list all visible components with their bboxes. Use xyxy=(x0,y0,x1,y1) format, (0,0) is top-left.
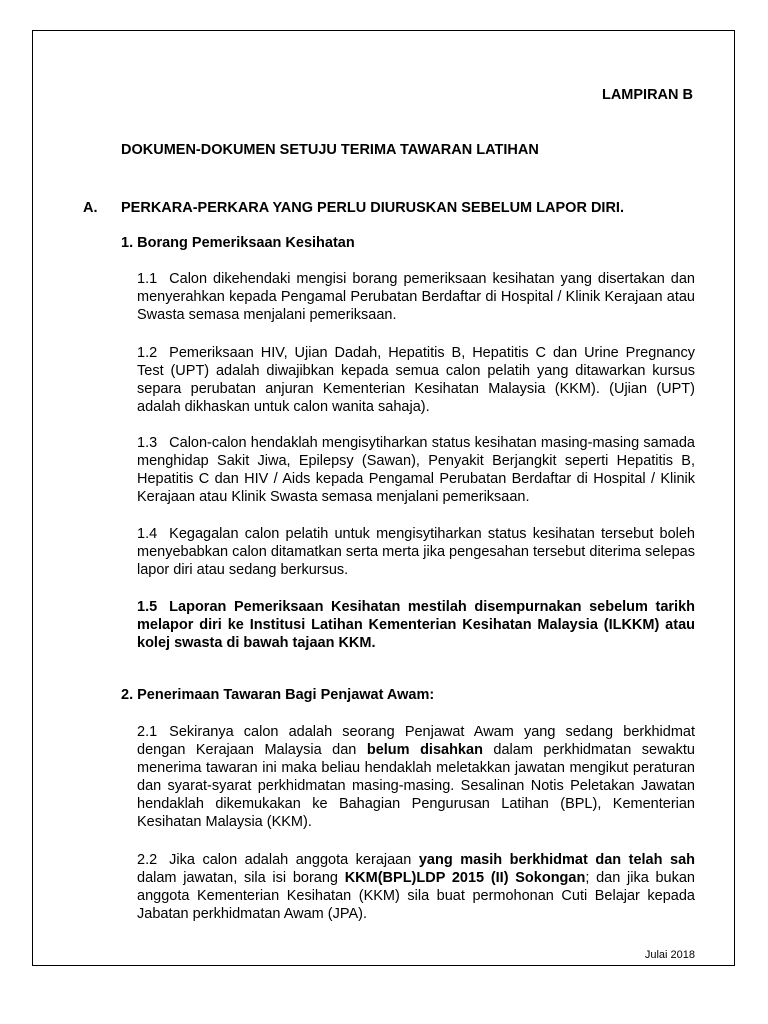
paragraph-text: Jika calon adalah anggota kerajaan xyxy=(169,852,419,868)
paragraph-number: 1.1 xyxy=(137,271,158,287)
paragraph-text: Sekiranya calon adalah seorang Penjawat Awam yang sedang berkhidmat dengan Kerajaan Malaysia dan xyxy=(137,724,695,758)
paragraph-number: 2.2 xyxy=(137,852,158,868)
paragraph-text: ; dan jika bukan anggota Kementerian Kesihatan (KKM) sila buat permohonan Cuti Belajar kepada Jabatan perkhidmatan Awam (JPA). xyxy=(137,870,695,922)
document-page xyxy=(32,30,735,966)
section-a-title: PERKARA-PERKARA YANG PERLU DIURUSKAN SEBELUM LAPOR DIRI. xyxy=(121,200,624,216)
paragraph-text: dalam perkhidmatan sewaktu menerima tawaran ini maka beliau hendaklah meletakkan jawatan mengikut peraturan dan syarat-syarat perkhidmatan masing-masing. Sesalinan Notis Peletakan Jawatan hendaklah dikemukakan ke Bahagian Pengurusan Latihan (BPL), Kementerian Kesihatan Malaysia (KKM). xyxy=(137,742,695,830)
paragraph-number: 2.1 xyxy=(137,724,158,740)
paragraph-2-2 xyxy=(137,851,695,923)
paragraph-number: 1.5 xyxy=(137,599,158,615)
paragraph-text: Pemeriksaan HIV, Ujian Dadah, Hepatitis B, Hepatitis C dan Urine Pregnancy Test (UPT) adalah diwajibkan kepada semua calon pelatih yang ditawarkan kursus separa perubatan anjuran Kementerian Kesihatan Malaysia (KKM). (Ujian (UPT) adalah dikhaskan untuk calon wanita sahaja). xyxy=(137,345,695,415)
emphasis-text: belum disahkan xyxy=(366,742,483,758)
document-title: DOKUMEN-DOKUMEN SETUJU TERIMA TAWARAN LATIHAN xyxy=(121,142,539,158)
paragraph-1-2 xyxy=(137,344,695,416)
paragraph-text: dalam jawatan, sila isi borang xyxy=(137,870,345,886)
emphasis-text: yang masih berkhidmat dan telah sah xyxy=(418,852,695,868)
paragraph-number: 1.2 xyxy=(137,345,158,361)
paragraph-2-1 xyxy=(137,723,695,831)
paragraph-number: 1.4 xyxy=(137,526,158,542)
item2-heading: 2. Penerimaan Tawaran Bagi Penjawat Awam: xyxy=(121,687,435,703)
paragraph-text: Calon dikehendaki mengisi borang pemeriksaan kesihatan yang disertakan dan menyerahkan kepada Pengamal Perubatan Berdaftar di Hospital / Klinik Kerajaan atau Swasta semasa menjalani pemeriksaan. xyxy=(137,271,695,323)
footer-date: Julai 2018 xyxy=(644,949,695,961)
item1-heading: 1. Borang Pemeriksaan Kesihatan xyxy=(121,235,355,251)
lampiran-label: LAMPIRAN B xyxy=(601,87,693,103)
paragraph-1-5 xyxy=(137,598,695,652)
section-a-letter: A. xyxy=(83,200,98,216)
paragraph-text: Calon-calon hendaklah mengisytiharkan status kesihatan masing-masing samada menghidap Sakit Jiwa, Epilepsy (Sawan), Penyakit Berjangkit seperti Hepatitis B, Hepatitis C dan HIV / Aids kepada Pengamal Perubatan Berdaftar di Hospital / Klinik Kerajaan atau Klinik Swasta semasa menjalani pemeriksaan. xyxy=(137,435,695,505)
paragraph-1-4 xyxy=(137,525,695,579)
paragraph-number: 1.3 xyxy=(137,435,158,451)
paragraph-text: Laporan Pemeriksaan Kesihatan mestilah disempurnakan sebelum tarikh melapor diri ke Institusi Latihan Kementerian Kesihatan Malaysia (ILKKM) atau kolej swasta di bawah tajaan KKM. xyxy=(137,599,695,651)
paragraph-1-3 xyxy=(137,434,695,506)
paragraph-1-1 xyxy=(137,270,695,324)
paragraph-text: Kegagalan calon pelatih untuk mengisytiharkan status kesihatan tersebut boleh menyebabkan calon ditamatkan serta merta jika pengesahan tersebut diterima selepas lapor diri atau sedang berkursus. xyxy=(137,526,695,578)
emphasis-text: KKM(BPL)LDP 2015 (II) Sokongan xyxy=(344,870,586,886)
